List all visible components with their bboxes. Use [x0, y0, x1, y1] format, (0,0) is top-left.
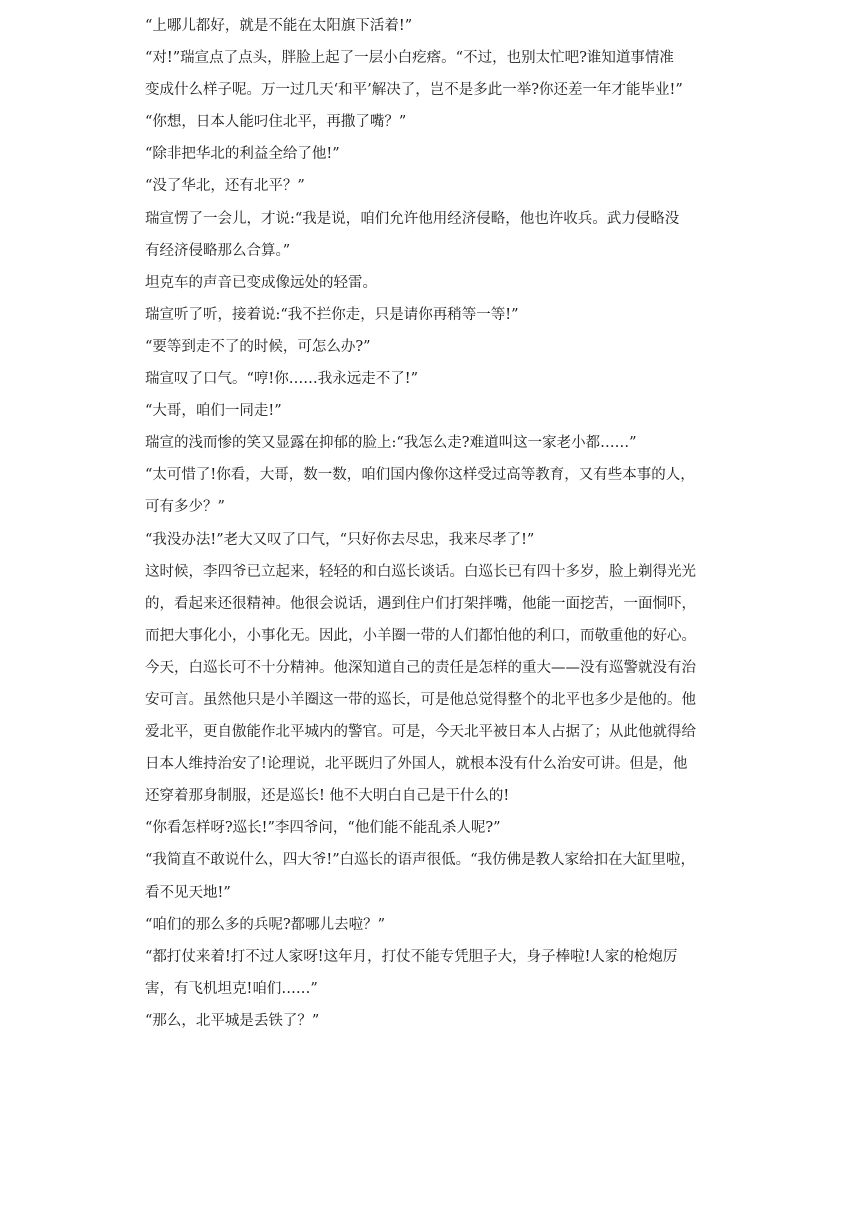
text-line: 害，有飞机坦克!咱们……”	[145, 980, 318, 997]
text-line: 变成什么样子呢。万一过几天‘和平’解决了，岂不是多此一举?你还差一年才能毕业!”	[145, 82, 683, 99]
text-line: “你看怎样呀?巡长!”李四爷问，“他们能不能乱杀人呢?”	[145, 820, 501, 837]
document-body	[145, 10, 725, 1037]
text-line: 可有多少？”	[145, 499, 225, 516]
text-line: “我没办法!”老大又叹了口气，“只好你去尽忠，我来尽孝了!”	[145, 531, 535, 548]
text-line: 坦克车的声音已变成像远处的轻雷。	[145, 274, 377, 291]
text-line: 日本人维持治安了!论理说，北平既归了外国人，就根本没有什么治安可讲。但是，他	[145, 756, 688, 773]
text-line: 的，看起来还很精神。他很会说话，遇到住户们打架拌嘴，他能一面挖苦，一面恫吓，	[145, 595, 696, 612]
text-line: 今天，白巡长可不十分精神。他深知道自己的责任是怎样的重大——没有巡警就没有治	[145, 659, 696, 676]
text-line: 瑞宣听了听，接着说:“我不拦你走，只是请你再稍等一等!”	[145, 306, 519, 323]
text-line: 看不见天地!”	[145, 884, 231, 901]
text-line: “咱们的那么多的兵呢?都哪儿去啦？”	[145, 916, 386, 933]
text-line: 爱北平，更自傲能作北平城内的警官。可是，今天北平被日本人占据了；从此他就得给	[145, 724, 696, 741]
text-line: 还穿着那身制服，还是巡长! 他不大明白自己是干什么的!	[145, 788, 510, 805]
text-line: “你想，日本人能叼住北平，再撒了嘴？”	[145, 114, 407, 131]
text-line: 瑞宣叹了口气。“哼!你……我永远走不了!”	[145, 371, 418, 388]
text-line: 有经济侵略那么合算。”	[145, 242, 291, 259]
text-line: “对!”瑞宣点了点头，胖脸上起了一层小白疙瘩。“不过，也别太忙吧?谁知道事情准	[145, 50, 674, 67]
text-line: 安可言。虽然他只是小羊圈这一带的巡长，可是他总觉得整个的北平也多少是他的。他	[145, 691, 696, 708]
text-line: 这时候，李四爷已立起来，轻轻的和白巡长谈话。白巡长已有四十多岁，脸上剃得光光	[145, 563, 696, 580]
text-line: 瑞宣愣了一会儿，才说:“我是说，咱们允许他用经济侵略，他也许收兵。武力侵略没	[145, 210, 680, 227]
text-line: “那么，北平城是丢铁了？”	[145, 1012, 320, 1029]
text-line: “没了华北，还有北平？”	[145, 178, 305, 195]
text-line: “要等到走不了的时候，可怎么办?”	[145, 338, 371, 355]
text-line: 而把大事化小，小事化无。因此，小羊圈一带的人们都怕他的利口，而敬重他的好心。	[145, 627, 696, 644]
text-line: “都打仗来着!打不过人家呀!这年月，打仗不能专凭胆子大，身子棒啦!人家的枪炮厉	[145, 948, 678, 965]
text-line: “大哥，咱们一同走!”	[145, 403, 282, 420]
text-line: “上哪儿都好，就是不能在太阳旗下活着!”	[145, 18, 413, 34]
text-line: “我简直不敢说什么，四大爷!”白巡长的语声很低。“我仿佛是教人家给扣在大缸里啦，	[145, 852, 696, 869]
text-line: “太可惜了!你看，大哥，数一数，咱们国内像你这样受过高等教育，又有些本事的人，	[145, 467, 695, 484]
text-line: 瑞宣的浅而惨的笑又显露在抑郁的脸上:“我怎么走?难道叫这一家老小都……”	[145, 435, 637, 452]
text-line: “除非把华北的利益全给了他!”	[145, 146, 340, 163]
